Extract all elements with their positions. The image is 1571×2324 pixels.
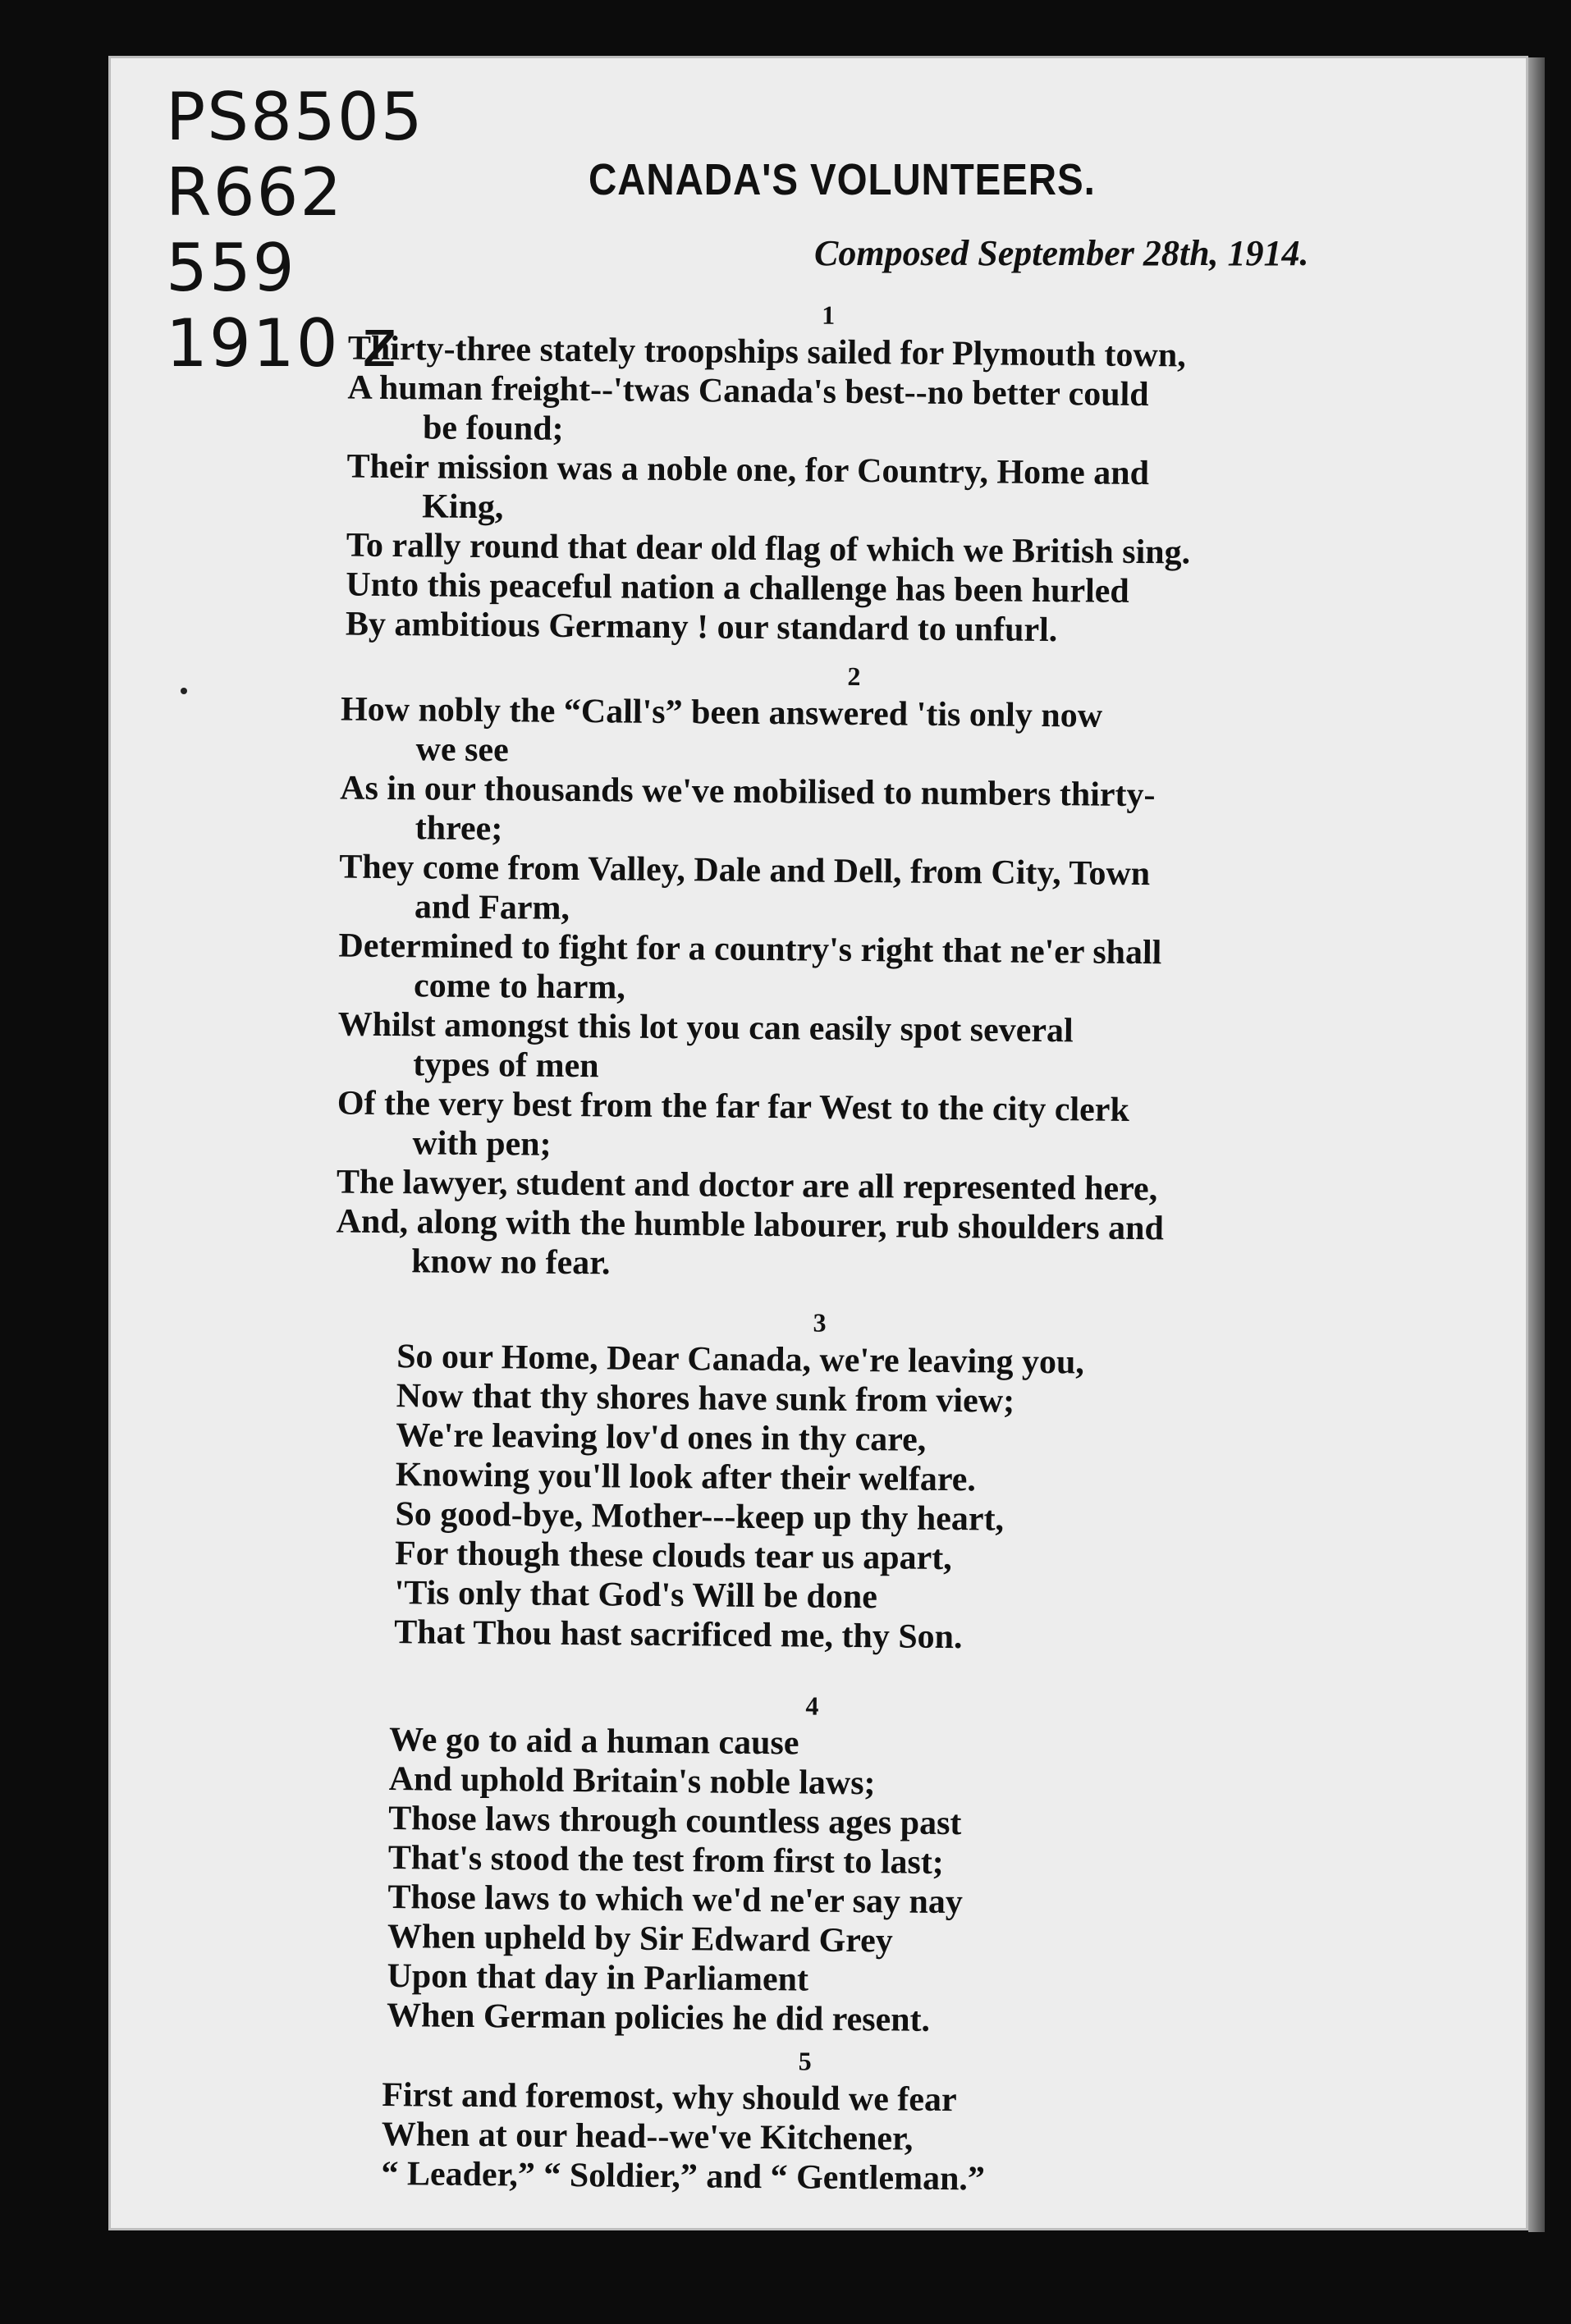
poem-line: Now that thy shores have sunk from view; (396, 1377, 1015, 1420)
poem-line: with pen; (412, 1124, 552, 1164)
poem-line: come to harm, (413, 967, 626, 1007)
poem-line: Thirty-three stately troopships sailed for Plymouth town, (347, 329, 1186, 375)
poem-line: Unto this peaceful nation a challenge has been hurled (346, 565, 1129, 611)
poem-line: be found; (422, 409, 564, 448)
poem-line: So good-bye, Mother---keep up thy heart, (395, 1495, 1005, 1539)
call-number-line: R662 (166, 154, 344, 231)
poem-line: To rally round that dear old flag of which we British sing. (346, 526, 1191, 572)
stanza-number: 5 (798, 2046, 812, 2076)
poem-line: And, along with the humble labourer, rub shoulders and (336, 1202, 1165, 1248)
poem-line: King, (422, 487, 504, 527)
call-number-line: 1910 z (166, 305, 399, 382)
poem-line: Knowing you'll look after their welfare. (395, 1456, 977, 1499)
poem-line: Whilst amongst this lot you can easily spot several (337, 1005, 1074, 1050)
poem-title: CANADA'S VOLUNTEERS. (589, 155, 1096, 204)
stanza-4 (387, 1687, 1416, 2044)
poem-line: That's stood the test from first to last; (387, 1839, 944, 1882)
poem-line: Upon that day in Parliament (387, 1957, 809, 1999)
poem-line: By ambitious Germany ! our standard to unfurl. (345, 605, 1058, 650)
poem-line: three; (415, 809, 503, 849)
poem-line: The lawyer, student and doctor are all represented here, (336, 1163, 1158, 1209)
poem-line: Those laws to which we'd ne'er say nay (387, 1878, 964, 1922)
poem-line: First and foremost, why should we fear (382, 2076, 957, 2120)
stanza-number: 3 (813, 1307, 827, 1338)
speck-mark (181, 688, 187, 694)
poem-line: Determined to fight for a country's right that ne'er shall (338, 926, 1162, 972)
stanza-2 (336, 657, 1367, 1290)
stanza-number: 4 (805, 1690, 819, 1721)
poem-line: When at our head--we've Kitchener, (381, 2116, 914, 2158)
poem-line: we see (415, 730, 509, 770)
poem-line: They come from Valley, Dale and Dell, from City, Town (339, 848, 1151, 894)
poem-line: We go to aid a human cause (388, 1721, 799, 1763)
poem-line: As in our thousands we've mobilised to numbers thirty- (340, 769, 1156, 815)
poem-line: That Thou hast sacrificed me, thy Son. (394, 1613, 963, 1657)
poem-line: For though these clouds tear us apart, (394, 1535, 952, 1578)
poem-line: And uphold Britain's noble laws; (388, 1760, 876, 1803)
poem-line: and Farm, (414, 888, 570, 927)
composition-date: Composed September 28th, 1914. (814, 233, 1309, 273)
poem-line: So our Home, Dear Canada, we're leaving you, (396, 1338, 1085, 1382)
stanza-5 (381, 2043, 1408, 2203)
stanza-3 (394, 1304, 1423, 1661)
poem-line: Those laws through countless ages past (388, 1800, 962, 1843)
stanza-number: 2 (847, 661, 861, 692)
poem-line: types of men (413, 1045, 599, 1086)
stanza-number: 1 (822, 300, 836, 330)
document-page (108, 56, 1528, 2230)
poem-line: When German policies he did resent. (386, 1997, 931, 2039)
poem-line: Their mission was a noble one, for Country, Home and (346, 447, 1150, 493)
page-edge-shadow (1528, 57, 1545, 2232)
poem-line: know no fear. (410, 1242, 611, 1283)
poem-line: A human freight--'twas Canada's best--no better could (347, 368, 1149, 414)
poem-line: How nobly the “Call's” been answered 'tis only now (340, 690, 1103, 735)
poem-line: When upheld by Sir Edward Grey (387, 1918, 893, 1960)
poem-line: “ Leader,” “ Soldier,” and “ Gentleman.” (381, 2155, 986, 2198)
poem-line: We're leaving lov'd ones in thy care, (396, 1416, 927, 1459)
stanza-1 (346, 296, 1375, 653)
call-number-line: PS8505 (166, 79, 424, 155)
call-number-line: 559 (166, 230, 296, 306)
poem-line: Of the very best from the far far West to the city clerk (337, 1084, 1130, 1129)
poem-line: 'Tis only that God's Will be done (394, 1574, 878, 1617)
